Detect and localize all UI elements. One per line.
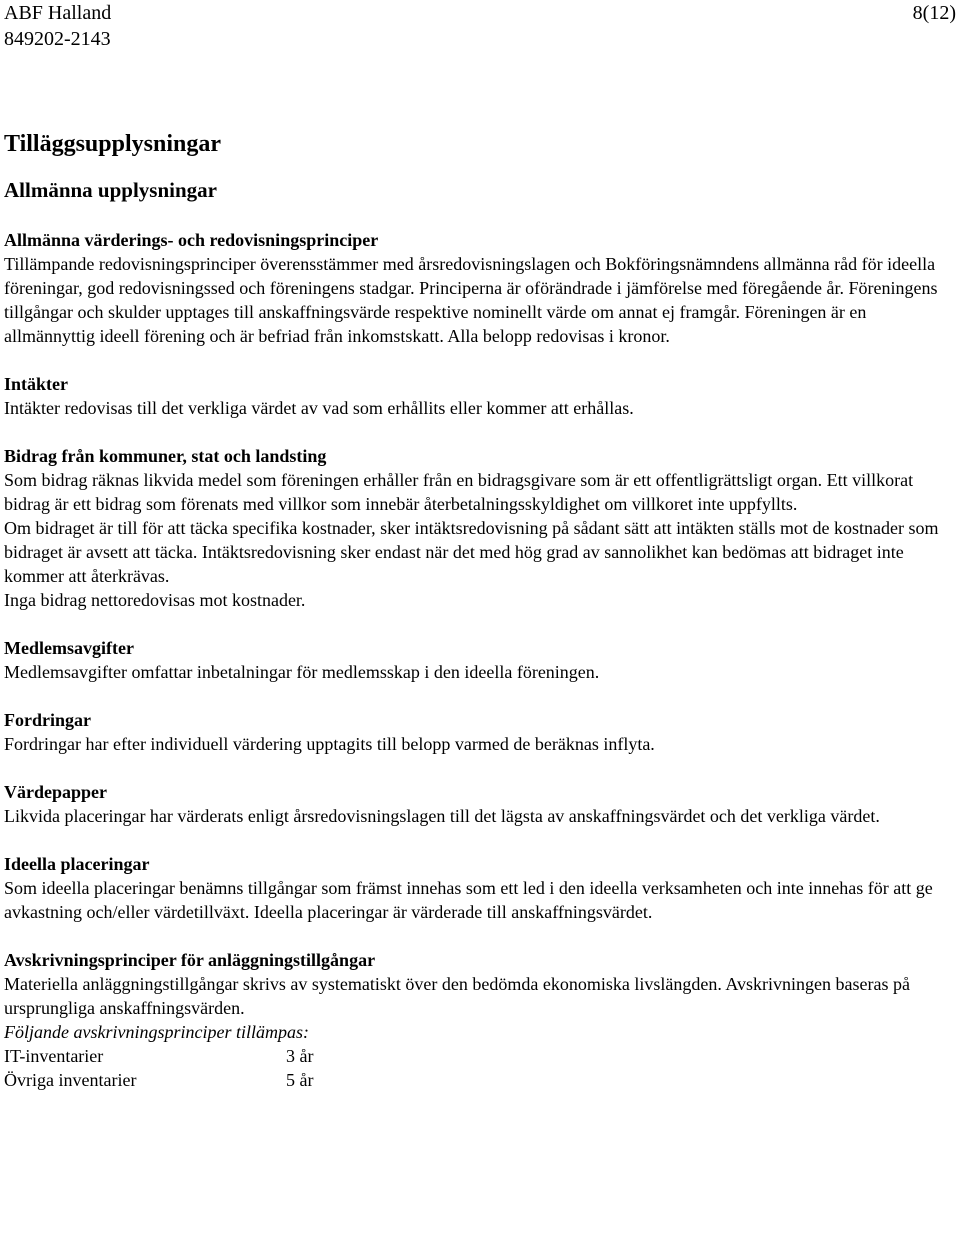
section-grants — [4, 444, 956, 612]
section-text: Likvida placeringar har värderats enligt årsredovisningslagen till det lägsta av anskaffningsvärdet och det verkliga värdet. — [4, 806, 880, 826]
section-text: Fordringar har efter individuell värdering upptagits till belopp varmed de beräknas inflyta. — [4, 734, 655, 754]
section-heading: Intäkter — [4, 374, 68, 394]
section-heading: Fordringar — [4, 710, 91, 730]
section-membership-fees — [4, 636, 956, 684]
section-principles — [4, 228, 956, 348]
section-heading: Värdepapper — [4, 782, 107, 802]
depreciation-period: 5 år — [286, 1070, 314, 1090]
section-text: Medlemsavgifter omfattar inbetalningar för medlemsskap i den ideella föreningen. — [4, 662, 600, 682]
section-text: Som ideella placeringar benämns tillgångar som främst innehas som ett led i den ideella verksamheten och inte innehas för att ge avkastning och/eller värdetillväxt. Ideella placeringar är värderade till anskaffningsvärdet. — [4, 878, 933, 922]
section-text: Tillämpande redovisningsprinciper överensstämmer med årsredovisningslagen och Bokföringsnämndens allmänna råd för ideella föreningar, god redovisningssed och föreningens stadgar. Principerna är oförändrade i jämförelse med föregående år. Föreningens tillgångar och skulder upptages till anskaffningsvärde respektive nominellt värde om annat ej framgår. Föreningen är en allmännyttig ideell förening och är befriad från inkomstskatt. Alla belopp redovisas i kronor. — [4, 254, 938, 346]
section-depreciation — [4, 948, 956, 1092]
asset-class: IT-inventarier — [4, 1046, 104, 1066]
depreciation-period: 3 år — [286, 1046, 314, 1066]
depreciation-intro: Följande avskrivningsprinciper tillämpas: — [4, 1022, 309, 1042]
page-title: Tilläggsupplysningar — [4, 131, 221, 157]
depreciation-row — [4, 1044, 956, 1068]
section-text: Materiella anläggningstillgångar skrivs av systematiskt över den bedömda ekonomiska livslängden. Avskrivningen baseras på ursprungliga anskaffningsvärden. — [4, 974, 910, 1018]
section-heading: Medlemsavgifter — [4, 638, 134, 658]
section-ideal-investments — [4, 852, 956, 924]
depreciation-row — [4, 1068, 956, 1092]
section-text: Om bidraget är till för att täcka specifika kostnader, sker intäktsredovisning på sådant sätt att intäkten ställs mot de kostnader som bidraget är avsett att täcka. Intäktsredovisning sker endast när det med hög grad av sannolikhet kan bedömas att bidraget inte kommer att återkrävas. — [4, 518, 939, 586]
section-text: Inga bidrag nettoredovisas mot kostnader. — [4, 590, 306, 610]
asset-class: Övriga inventarier — [4, 1070, 137, 1090]
section-receivables — [4, 708, 956, 756]
organization-name: ABF Halland — [4, 2, 112, 24]
organization-number: 849202-2143 — [4, 28, 111, 50]
section-securities — [4, 780, 956, 828]
document-body — [4, 128, 956, 1092]
section-text: Som bidrag räknas likvida medel som föreningen erhåller från en bidragsgivare som är ett offentligrättsligt organ. Ett villkorat bidrag är ett bidrag som förenats med villkor som innebär återbetalningsskyldighet om villkoret inte uppfyllts. — [4, 470, 914, 514]
section-heading: Ideella placeringar — [4, 854, 150, 874]
page-number: 8(12) — [912, 2, 956, 24]
section-heading: Allmänna värderings- och redovisningsprinciper — [4, 230, 379, 250]
section-income — [4, 372, 956, 420]
page-subtitle: Allmänna upplysningar — [4, 178, 217, 202]
section-heading: Avskrivningsprinciper för anläggningstillgångar — [4, 950, 376, 970]
section-text: Intäkter redovisas till det verkliga värdet av vad som erhållits eller kommer att erhållas. — [4, 398, 634, 418]
section-heading: Bidrag från kommuner, stat och landsting — [4, 446, 327, 466]
